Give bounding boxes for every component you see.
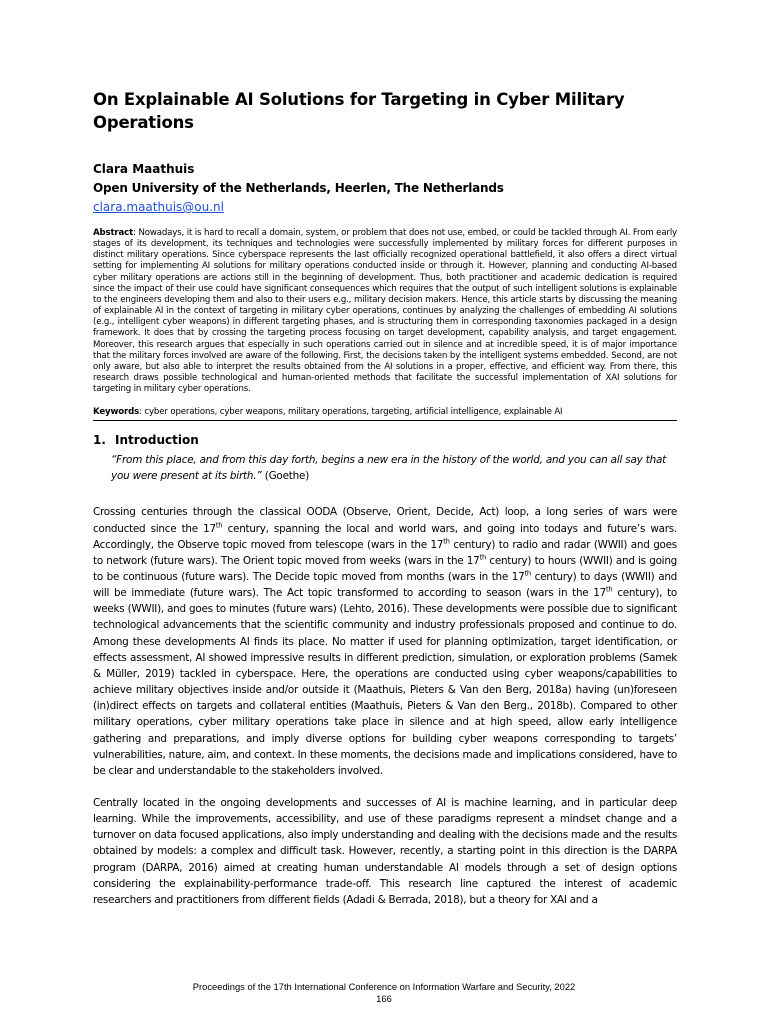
author-email-link[interactable]: clara.maathuis@ou.nl (93, 200, 224, 214)
abstract-label: Abstract (93, 228, 134, 238)
author-affiliation: Open University of the Netherlands, Heerlen, The Netherlands (93, 181, 504, 195)
superscript: th (215, 521, 223, 530)
superscript: th (524, 569, 531, 578)
para-text: century) to hours (WWII) and is going to be continuous (future wars). The Decide topic moved from months (wars in the 17 (93, 554, 677, 583)
paper-page (93, 88, 677, 908)
superscript: th (606, 585, 613, 594)
quote-text: “From this place, and from this day forth, begins a new era in the history of the world, and you can all say that you were present at its birth.” (111, 454, 667, 483)
section-heading-introduction (93, 431, 677, 449)
page-footer (0, 981, 768, 1005)
footer-proceedings: Proceedings of the 17th International Conference on Information Warfare and Security, 2022 (192, 981, 576, 992)
abstract (93, 228, 677, 395)
para-text: century), to weeks (WWII), and goes to minutes (future wars) (Lehto, 2016). These developments were possible due to significant technological advancements that the scientific community and industry professionals proposed and continue to do. Among these developments AI finds its place. No matter if used for planning optimization, target identification, or effects assessment, AI showed impressive results in different prediction, simulation, or exploration problems (Samek & Müller, 2019) tackled in cyberspace. Here, the operations are conducted using cyber weapons/capabilities to achieve military objectives inside and/or outside it (Maathuis, Pieters & Van den Berg, 2018a) having (un)foreseen (in)direct effects on targets and collateral entities (Maathuis, Pieters & Van den Berg., 2018b). Compared to other military operations, cyber military operations take place in silence and at high speed, allow early intelligence gathering and preparations, and imply diverse options for building cyber weapons corresponding to targets’ vulnerabilities, nature, aim, and context. In these moments, the decisions made and implications considered, have to be clear and understandable to the stakeholders involved. (93, 587, 677, 777)
section-title: Introduction (115, 433, 199, 448)
para-text: century, spanning the local and world wars, and going into todays and future’s wars. Accordingly, the Observe topic moved from telescope (wars in the 17 (93, 522, 677, 551)
para-text: century) to days (WWII) and will be immediate (future wars). The Act topic transformed to according to season (wars in the 17 (93, 570, 677, 600)
epigraph-quote (111, 452, 677, 484)
intro-paragraph-1 (93, 504, 677, 779)
intro-paragraph-2: Centrally located in the ongoing developments and successes of AI is machine learning, and in particular deep learning. While the improvements, accessibility, and use of these paradigms represent a mindset change and a turnover on data focused applications, also imply understanding and dealing with the decisions made and the results obtained by models: a complex and difficult task. However, recently, a starting point in this direction is the DARPA program (DARPA, 2016) aimed at creating human understandable AI models through a set of design options considering the explainability-performance trade-off. This research line captured the interest of academic researchers and practitioners from different fields (Adadi & Berrada, 2018), but a theory for XAI and a (93, 797, 677, 906)
superscript: th (479, 553, 486, 562)
quote-source: (Goethe) (261, 470, 310, 483)
keywords-text: : cyber operations, cyber weapons, military operations, targeting, artificial intelligence, explainable AI (139, 407, 563, 418)
para-text: Crossing centuries through the classical OODA (Observe, Orient, Decide, Act) loop, a long series of wars were conducted since the 17 (93, 506, 677, 535)
author-name: Clara Maathuis (93, 162, 195, 176)
abstract-text: : Nowadays, it is hard to recall a domain, system, or problem that does not use, embed, or could be tackled through AI. From early stages of its development, its techniques and technologies were successfully implemented by military forces for different purposes in distinct military operations. Since cyberspace represents the last officially recognized operational battlefield, it also offers a direct virtual setting for implementing AI solutions for military operations conducted inside or through it. However, planning and conducting AI-based cyber military operations are actions still in the beginning of development. Thus, both practitioner and academic dedication is required since the impact of their use could have significant consequences which requires that the output of such intelligent solutions is explainable to the engineers developing them and also to their users e.g., military decision makers. Hence, this article starts by discussing the meaning of explainable AI in the context of targeting in military cyber operations, continues by analyzing the challenges of embedding AI solutions (e.g., intelligent cyber weapons) in different targeting phases, and is structuring them in corresponding taxonomies packaged in a design framework. It does that by crossing the targeting process focusing on target development, capability analysis, and target engagement. Moreover, this research argues that especially in such operations carried out in silence and at incredible speed, it is of major importance that the military forces involved are aware of the following. First, the decisions taken by the intelligent systems embedded. Second, are not only aware, but also able to interpret the results obtained from the AI solutions in a proper, effective, and efficient way. From there, this research draws possible technological and human-oriented methods that facilitate the successful implementation of XAI solutions for targeting in military cyber operations. (93, 228, 677, 395)
paper-title: On Explainable AI Solutions for Targeting in Cyber Military Operations (93, 90, 625, 132)
keywords (93, 406, 677, 421)
keywords-label: Keywords (93, 407, 140, 418)
footer-page-number: 166 (376, 993, 392, 1004)
para-text: century) to radio and radar (WWII) and goes to network (future wars). The Orient topic moved from weeks (wars in the 17 (93, 538, 677, 567)
section-number: 1. (93, 433, 106, 448)
superscript: th (443, 537, 450, 546)
